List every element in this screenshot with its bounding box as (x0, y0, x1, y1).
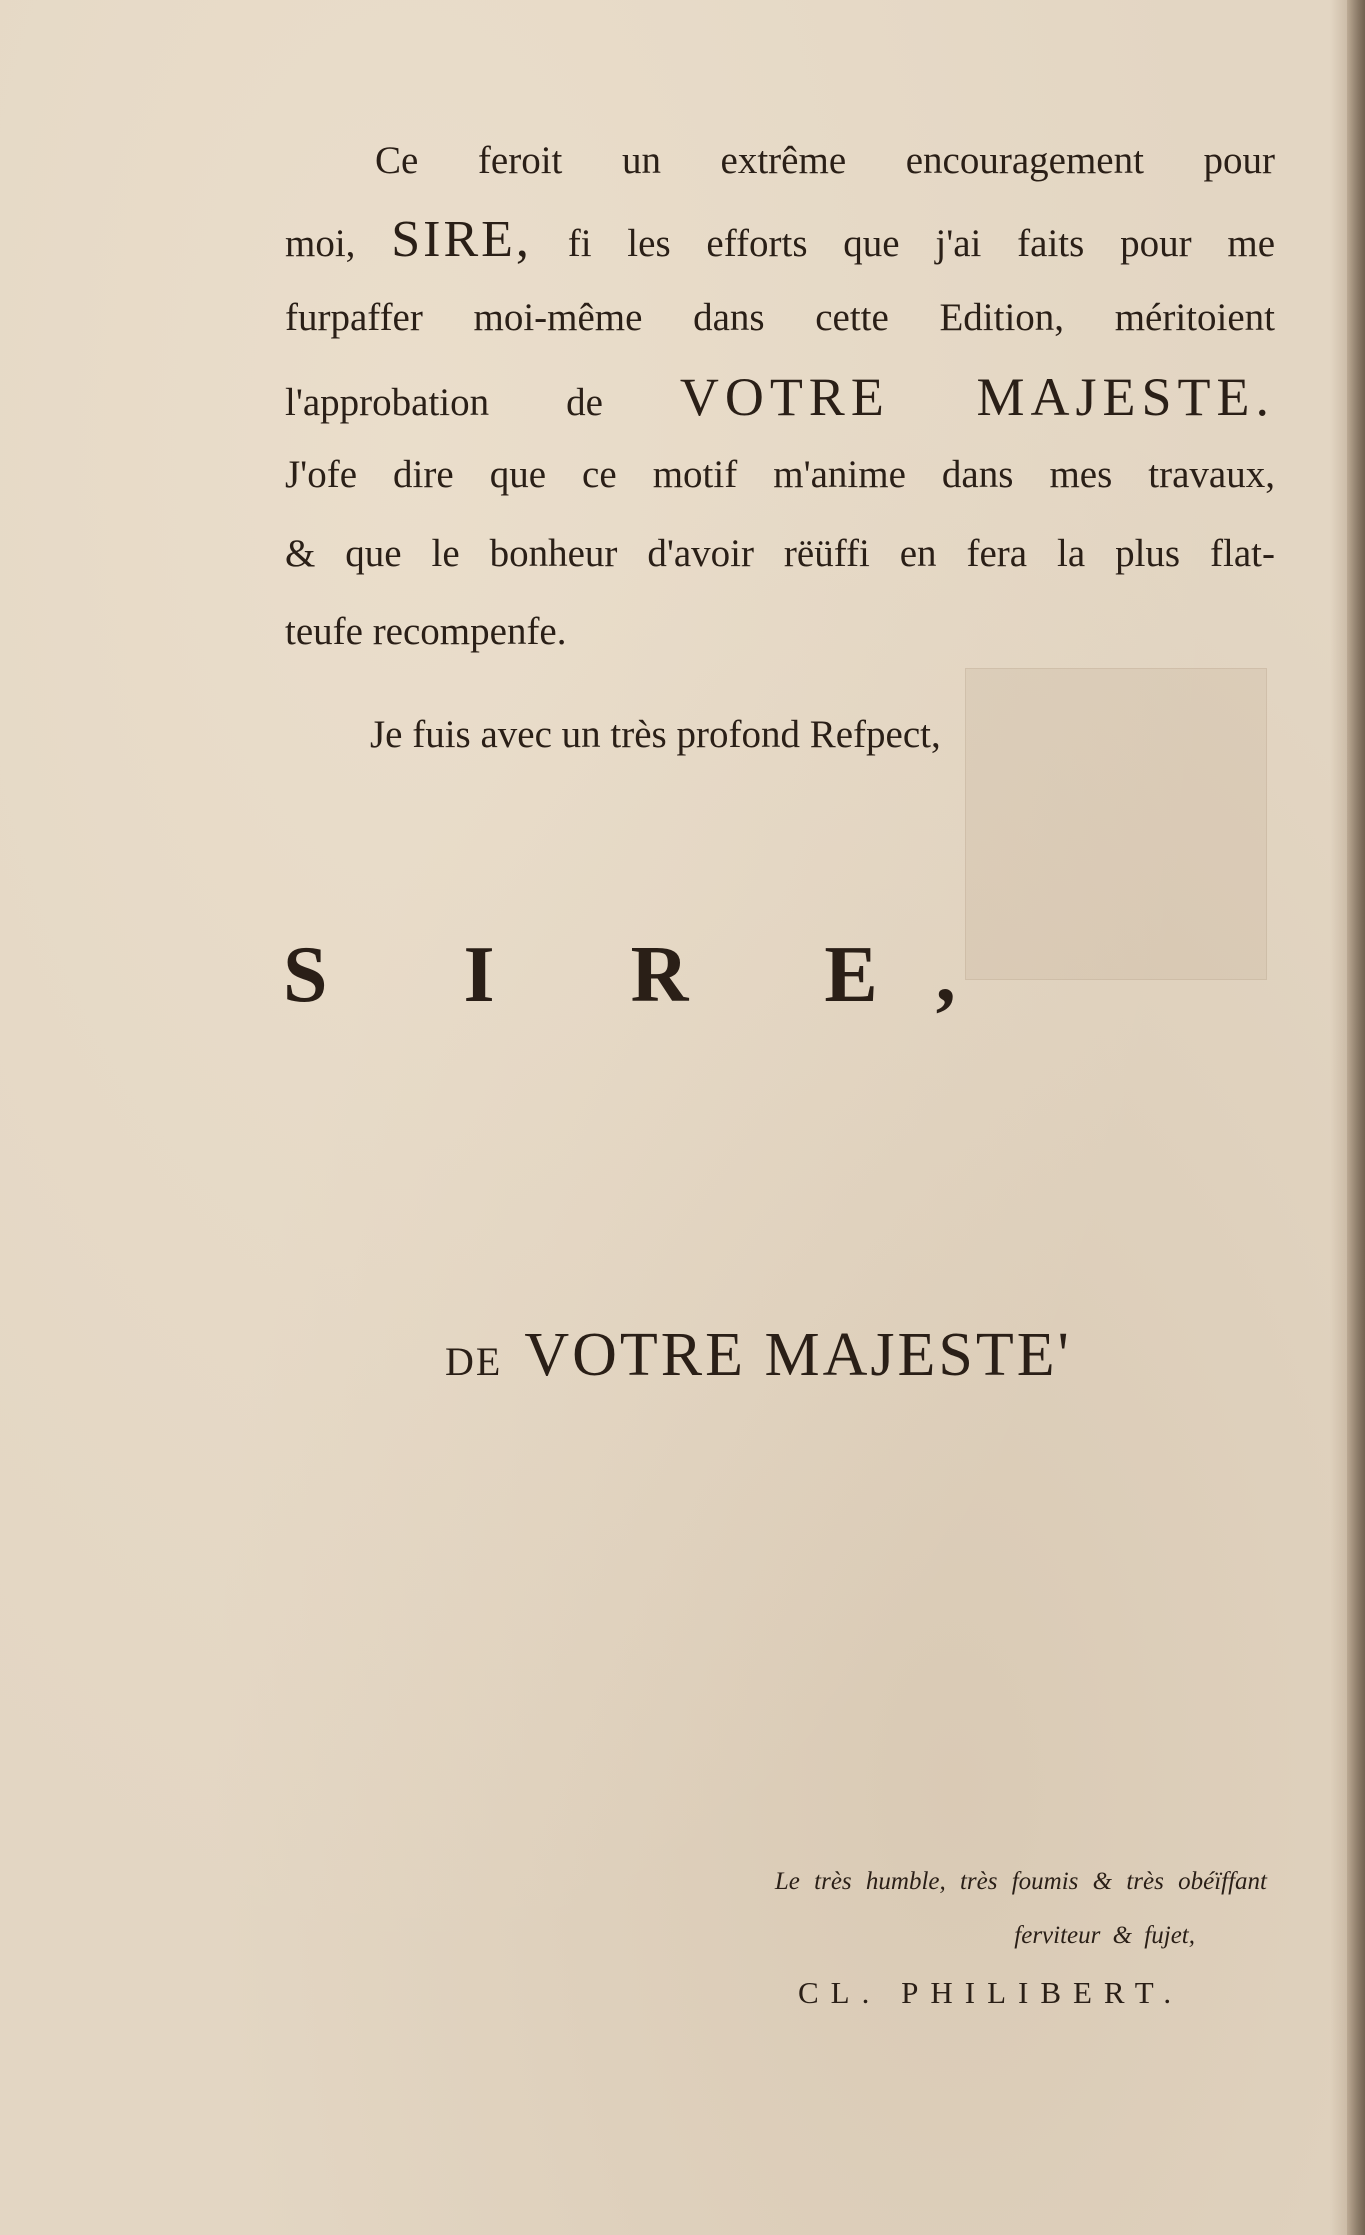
dedication-paragraph (285, 122, 1275, 672)
paragraph-fragment: l'approbation de (285, 380, 603, 424)
paragraph-fragment: moi, (285, 221, 356, 265)
page-edge-shadow (1347, 0, 1365, 2235)
majesty-title: VOTRE MAJESTE' (524, 1321, 1072, 1389)
paragraph-line (285, 201, 1275, 280)
paragraph-fragment: fi les efforts que j'ai faits pour me (567, 221, 1276, 265)
paragraph-line (285, 358, 1275, 437)
paragraph-line: teufe recompenfe. (285, 610, 567, 653)
majesty-heading (445, 1320, 1072, 1391)
sire-caps: SIRE, (391, 210, 532, 268)
signature-line-1: Le très humble, très foumis & très obéïffant (774, 1868, 1267, 1895)
paragraph-line: furpaffer moi-même dans cette Edition, méritoient (285, 296, 1275, 339)
paragraph-line: J'ofe dire que ce motif m'anime dans mes travaux, (285, 453, 1275, 496)
majesty-de: DE (445, 1339, 503, 1384)
paragraph-line: & que le bonheur d'avoir rëüffi en fera la plus flat- (285, 531, 1275, 575)
salutation: S I R E, (283, 931, 1014, 1019)
signature-name: CL. PHILIBERT. (798, 1975, 1184, 2010)
paragraph-line: Ce feroit un extrême encouragement pour (375, 139, 1275, 182)
votre-majeste-caps: VOTRE MAJESTE. (679, 366, 1276, 427)
closing-formula: Je fuis avec un très profond Refpect, (370, 713, 941, 756)
signature-line-2: ferviteur & fujet, (1014, 1922, 1195, 1949)
